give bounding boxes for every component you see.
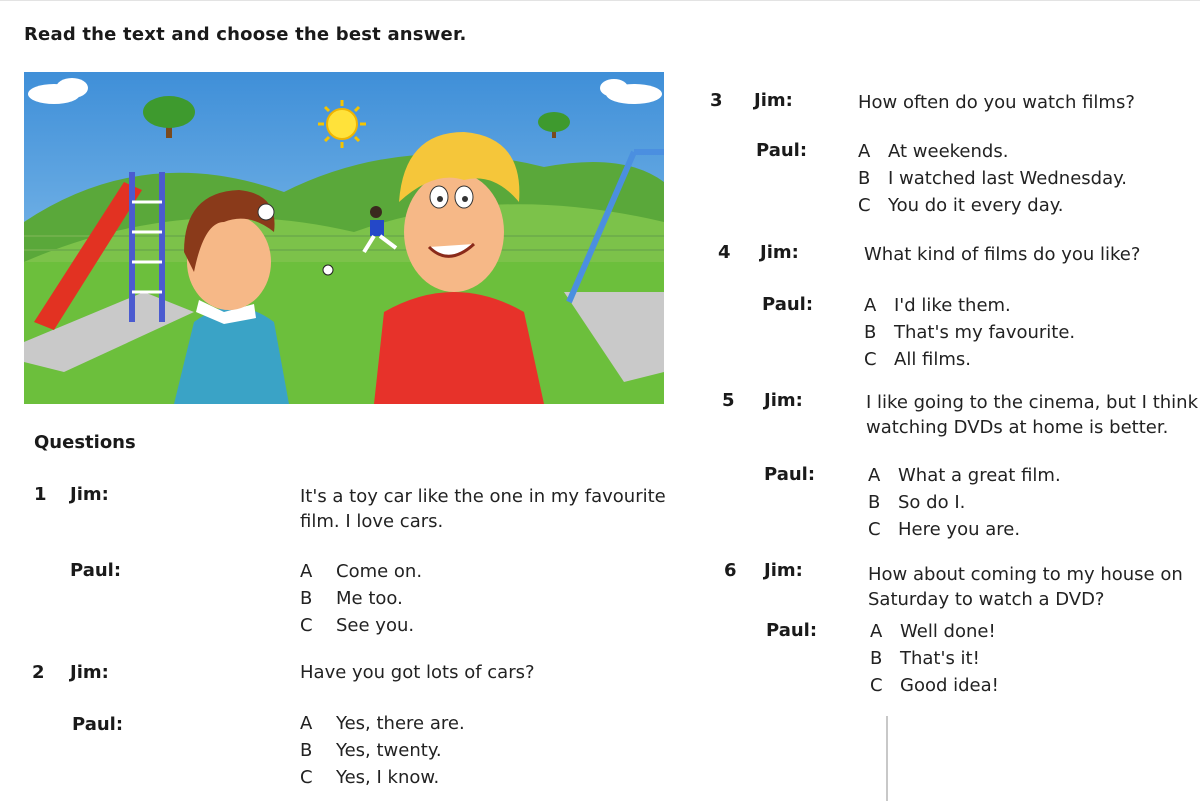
- option-letter: A: [300, 713, 313, 734]
- question-text: [300, 660, 535, 685]
- column-divider: [886, 716, 888, 801]
- question-number: 2: [32, 662, 45, 683]
- option-text: Yes, I know.: [336, 767, 440, 788]
- option-letter: B: [858, 168, 871, 189]
- answer-options: [858, 138, 1127, 219]
- option-text: That's my favourite.: [894, 322, 1076, 343]
- option-letter: C: [858, 195, 871, 216]
- question-speaker: Jim:: [760, 242, 799, 263]
- option-text: That's it!: [900, 648, 980, 669]
- option-c[interactable]: [868, 516, 1061, 543]
- question-number: 6: [724, 560, 737, 581]
- question-text-line: How often do you watch films?: [858, 92, 1135, 113]
- option-b[interactable]: [300, 737, 465, 764]
- question-text: [864, 242, 1140, 267]
- option-letter: C: [870, 675, 883, 696]
- question-text: [300, 484, 666, 534]
- questions-heading: Questions: [34, 432, 136, 453]
- option-c[interactable]: [300, 612, 422, 639]
- option-text: Come on.: [336, 561, 423, 582]
- answer-speaker: Paul:: [70, 560, 122, 581]
- option-a[interactable]: [868, 462, 1061, 489]
- instruction: Read the text and choose the best answer.: [24, 24, 467, 45]
- question-text-line: It's a toy car like the one in my favourite: [300, 486, 666, 507]
- answer-options: [864, 292, 1075, 373]
- question-text: [858, 90, 1135, 115]
- park-scene-illustration: [24, 72, 664, 404]
- option-letter: A: [300, 561, 313, 582]
- option-text: You do it every day.: [888, 195, 1064, 216]
- option-letter: A: [868, 465, 881, 486]
- question-speaker: Jim:: [70, 484, 109, 505]
- option-letter: B: [300, 588, 313, 609]
- option-letter: B: [864, 322, 877, 343]
- question-speaker: Jim:: [70, 662, 109, 683]
- option-text: Yes, twenty.: [336, 740, 442, 761]
- question-text: [866, 390, 1198, 440]
- question-number: 4: [718, 242, 731, 263]
- option-text: Yes, there are.: [336, 713, 465, 734]
- question-speaker: Jim:: [764, 390, 803, 411]
- option-text: What a great film.: [898, 465, 1061, 486]
- option-text: So do I.: [898, 492, 966, 513]
- option-text: Me too.: [336, 588, 403, 609]
- question-text-line: Saturday to watch a DVD?: [868, 589, 1105, 610]
- option-text: I watched last Wednesday.: [888, 168, 1127, 189]
- option-text: See you.: [336, 615, 415, 636]
- option-text: Well done!: [900, 621, 996, 642]
- answer-speaker: Paul:: [72, 714, 124, 735]
- question-text-line: What kind of films do you like?: [864, 244, 1141, 265]
- answer-speaker: Paul:: [764, 464, 816, 485]
- option-letter: A: [858, 141, 871, 162]
- top-border: [0, 0, 1200, 7]
- option-letter: C: [868, 519, 881, 540]
- answer-speaker: Paul:: [756, 140, 808, 161]
- answer-speaker: Paul:: [762, 294, 814, 315]
- option-a[interactable]: [864, 292, 1075, 319]
- option-b[interactable]: [864, 319, 1075, 346]
- answer-options: [300, 710, 465, 791]
- option-text: Good idea!: [900, 675, 999, 696]
- option-a[interactable]: [870, 618, 999, 645]
- option-text: All films.: [894, 349, 972, 370]
- answer-options: [870, 618, 999, 699]
- question-speaker: Jim:: [754, 90, 793, 111]
- question-text-line: How about coming to my house on: [868, 564, 1183, 585]
- question-text-line: film. I love cars.: [300, 511, 444, 532]
- question-text-line: I like going to the cinema, but I think: [866, 392, 1198, 413]
- question-text-line: Have you got lots of cars?: [300, 662, 535, 683]
- answer-options: [300, 558, 422, 639]
- question-text: [868, 562, 1183, 612]
- option-b[interactable]: [858, 165, 1127, 192]
- option-text: I'd like them.: [894, 295, 1011, 316]
- option-b[interactable]: [300, 585, 422, 612]
- option-text: At weekends.: [888, 141, 1009, 162]
- option-letter: B: [868, 492, 881, 513]
- option-c[interactable]: [864, 346, 1075, 373]
- question-number: 5: [722, 390, 735, 411]
- option-a[interactable]: [300, 710, 465, 737]
- option-b[interactable]: [868, 489, 1061, 516]
- option-letter: C: [864, 349, 877, 370]
- option-a[interactable]: [300, 558, 422, 585]
- option-letter: B: [870, 648, 883, 669]
- question-text-line: watching DVDs at home is better.: [866, 417, 1169, 438]
- answer-options: [868, 462, 1061, 543]
- option-letter: A: [864, 295, 877, 316]
- question-speaker: Jim:: [764, 560, 803, 581]
- question-number: 3: [710, 90, 723, 111]
- option-a[interactable]: [858, 138, 1127, 165]
- option-letter: C: [300, 767, 313, 788]
- question-number: 1: [34, 484, 47, 505]
- option-c[interactable]: [300, 764, 465, 791]
- option-text: Here you are.: [898, 519, 1021, 540]
- option-letter: C: [300, 615, 313, 636]
- option-letter: B: [300, 740, 313, 761]
- answer-speaker: Paul:: [766, 620, 818, 641]
- option-c[interactable]: [870, 672, 999, 699]
- option-c[interactable]: [858, 192, 1127, 219]
- option-letter: A: [870, 621, 883, 642]
- option-b[interactable]: [870, 645, 999, 672]
